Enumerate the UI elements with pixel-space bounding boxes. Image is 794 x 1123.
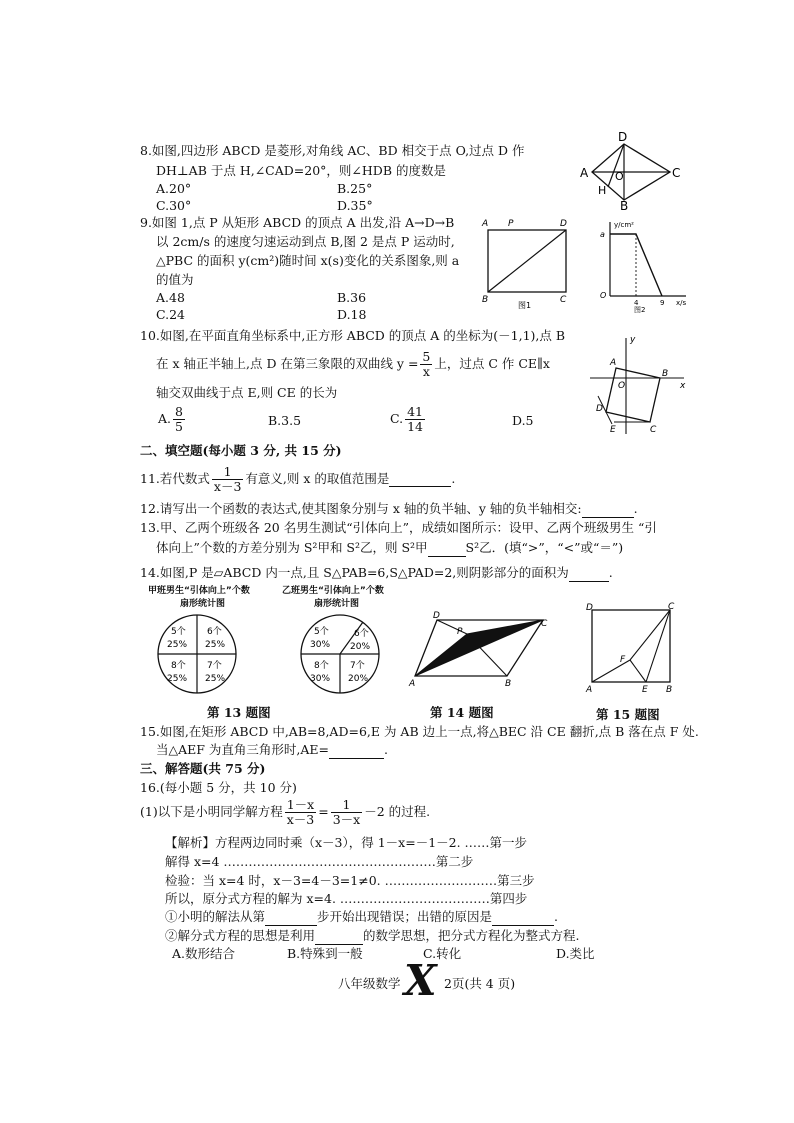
q10-label-e: E bbox=[610, 425, 616, 435]
q16-q1-text-a: ①小明的解法从第 bbox=[165, 909, 266, 924]
q16-option-b: B.特殊到一般 bbox=[287, 946, 363, 961]
q13-line1: 13.甲、乙两个班级各 20 名男生测试“引体向上”，成绩如图所示：设甲、乙两个班级男生 “引 bbox=[140, 520, 657, 535]
q8-option-a: A.20° bbox=[156, 181, 192, 196]
q8-label-d: D bbox=[618, 130, 628, 144]
q10-frac-den: x bbox=[422, 363, 430, 379]
q8-label-b: B bbox=[620, 199, 629, 210]
pie1-slice1-pct: 25% bbox=[167, 640, 188, 650]
q8-label-o: O bbox=[615, 170, 624, 183]
q8-rhombus-figure bbox=[572, 130, 682, 210]
q16-equals: = bbox=[318, 803, 329, 819]
pie2-title1: 乙班男生“引体向上”个数 bbox=[282, 586, 384, 596]
pie2-slice3-count: 8个 bbox=[314, 661, 329, 671]
q9-fig2-xaxis: x/s bbox=[676, 299, 687, 307]
pie1-slice4-pct: 25% bbox=[205, 674, 226, 684]
q10-option-c-num: 41 bbox=[407, 404, 423, 419]
q16-frac1-num: 1－x bbox=[286, 797, 315, 812]
pie2-slice1-count: 5个 bbox=[314, 627, 329, 637]
q16-q1-blank2[interactable] bbox=[492, 909, 554, 926]
q16-frac2-num: 1 bbox=[331, 798, 363, 813]
q9-figure2-graph bbox=[594, 218, 694, 313]
q9-fig2-label-o: O bbox=[600, 291, 607, 300]
q9-fig1-label-b: B bbox=[482, 295, 489, 305]
q10-option-c-den: 14 bbox=[407, 418, 423, 434]
q10-frac-num: 5 bbox=[422, 349, 431, 364]
pie1-slice2-pct: 25% bbox=[205, 640, 226, 650]
q9-figure1-rectangle bbox=[480, 216, 580, 311]
q16-q1-blank1[interactable] bbox=[265, 909, 317, 926]
q14-parallelogram-figure bbox=[405, 610, 555, 690]
pie2-slice4-pct: 20% bbox=[348, 674, 369, 684]
q10-line2 bbox=[156, 350, 550, 379]
q14-label-p: P bbox=[457, 627, 463, 637]
q8-option-b: B.25° bbox=[337, 181, 373, 196]
q12-text: 12.请写出一个函数的表达式,使其图象分别与 x 轴的负半轴、y 轴的负半轴相交: bbox=[140, 501, 582, 516]
q10-label-o: O bbox=[618, 381, 626, 391]
q9-option-d: D.18 bbox=[337, 307, 367, 322]
q15-label-a: A bbox=[586, 685, 593, 694]
q14-label-b: B bbox=[505, 679, 512, 689]
pie2-chart bbox=[298, 612, 382, 696]
q16-option-c: C.转化 bbox=[423, 946, 462, 961]
q10-label-c: C bbox=[650, 425, 657, 435]
q8-label-c: C bbox=[672, 166, 681, 180]
q10-option-a-num: 8 bbox=[175, 404, 183, 419]
pie2-slice3-pct: 30% bbox=[310, 674, 331, 684]
q16-option-a: A.数形结合 bbox=[172, 946, 236, 961]
pie2-slice2-pct: 20% bbox=[350, 642, 371, 652]
q9-option-b: B.36 bbox=[337, 290, 367, 305]
q9-line1: 9.如图 1,点 P 从矩形 ABCD 的顶点 A 出发,沿 A→D→B bbox=[140, 215, 455, 230]
q10-option-d: D.5 bbox=[512, 413, 534, 428]
q11-line: 11.若代数式 $\frac{1}{x-3}$ 有意义,则 x 的取值范围是 . bbox=[140, 464, 456, 494]
q8-line1: 8.如图,四边形 ABCD 是菱形,对角线 AC、BD 相交于点 O,过点 D 作 bbox=[140, 143, 525, 158]
q16-step1: 【解析】方程两边同时乘（x－3），得 1－x=－1－2. ……第一步 bbox=[165, 835, 528, 850]
q9-fig2-yaxis: y/cm² bbox=[614, 221, 634, 229]
q10-label-y: y bbox=[630, 335, 636, 345]
q15-label-b: B bbox=[666, 685, 673, 694]
q10-line2-text-b: 上，过点 C 作 CE∥x bbox=[434, 355, 550, 371]
q13-line2-text: 体向上”个数的方差分别为 S²甲和 S²乙，则 S²甲 bbox=[156, 540, 428, 555]
q14-label-c: C bbox=[541, 619, 548, 629]
q15-line2-text: 当△AEF 为直角三角形时,AE= bbox=[156, 742, 330, 757]
pie1-slice3-pct: 25% bbox=[167, 674, 188, 684]
q9-fig2-label-a: a bbox=[600, 230, 605, 239]
q9-line2: 以 2cm/s 的速度匀速运动到点 B,图 2 是点 P 运动时, bbox=[156, 234, 455, 249]
pie1-slice4-count: 7个 bbox=[207, 661, 222, 671]
q8-option-c: C.30° bbox=[156, 198, 192, 213]
q15-label-d: D bbox=[586, 603, 593, 613]
q9-fig1-label-a: A bbox=[482, 219, 489, 229]
q14-text: 14.如图,P 是▱ABCD 内一点,且 S△PAB=6,S△PAD=2,则阴影部分的面积为 bbox=[140, 565, 569, 580]
q16-question2 bbox=[165, 928, 580, 945]
q13-line2 bbox=[156, 540, 623, 557]
q15-label-e: E bbox=[642, 685, 648, 694]
caption-q14: 第 14 题图 bbox=[430, 705, 494, 720]
footer-logo-mark: X bbox=[404, 956, 437, 1005]
q16-part1 bbox=[140, 798, 430, 827]
caption-q13: 第 13 题图 bbox=[207, 705, 271, 720]
q12-line: 12.请写出一个函数的表达式,使其图象分别与 x 轴的负半轴、y 轴的负半轴相交: . bbox=[140, 501, 638, 516]
q16-q1-text-b: 步开始出现错误；出错的原因是 bbox=[317, 909, 493, 924]
pie2-slice1-pct: 30% bbox=[310, 640, 331, 650]
caption-q15: 第 15 题图 bbox=[596, 707, 660, 722]
q16-q2-text-b: 的数学思想，把分式方程化为整式方程. bbox=[363, 928, 580, 943]
pie2-slice2-count: 6个 bbox=[354, 629, 369, 639]
q11-pre: 11.若代数式 bbox=[140, 470, 210, 486]
q16-option-d: D.类比 bbox=[556, 946, 595, 961]
q16-part1-text: (1)以下是小明同学解方程 bbox=[140, 803, 283, 819]
q9-option-c: C.24 bbox=[156, 307, 185, 322]
q10-option-b: B.3.5 bbox=[268, 413, 302, 428]
q8-option-d: D.35° bbox=[337, 198, 373, 213]
q10-option-c-prefix: C. bbox=[390, 410, 404, 426]
q9-fig2-tick-9: 9 bbox=[660, 299, 665, 307]
q11-answer-blank[interactable] bbox=[389, 471, 451, 488]
q16-step2: 解得 x=4 ……………………………………………第二步 bbox=[165, 854, 474, 869]
q14-answer-blank[interactable] bbox=[569, 565, 609, 582]
q10-line1: 10.如图,在平面直角坐标系中,正方形 ABCD 的顶点 A 的坐标为(－1,1),点 B bbox=[140, 328, 566, 343]
section3-title: 三、解答题(共 75 分) bbox=[140, 761, 266, 776]
q16-head: 16.(每小题 5 分，共 10 分) bbox=[140, 780, 297, 795]
q10-fraction bbox=[420, 350, 432, 379]
q14-line: 14.如图,P 是▱ABCD 内一点,且 S△PAB=6,S△PAD=2,则阴影部分的面积为 . bbox=[140, 565, 613, 580]
q10-option-a-prefix: A. bbox=[158, 410, 172, 426]
q15-line1: 15.如图,在矩形 ABCD 中,AB=8,AD=6,E 为 AB 边上一点,将△BEC 沿 CE 翻折,点 B 落在点 F 处. bbox=[140, 724, 699, 739]
q8-label-h: H bbox=[598, 184, 607, 197]
q15-label-c: C bbox=[668, 602, 675, 612]
q9-line4: 的值为 bbox=[156, 272, 194, 287]
q10-coordinate-figure bbox=[588, 332, 688, 436]
q15-line2: 当△AEF 为直角三角形时,AE= . bbox=[156, 742, 388, 757]
q9-fig1-label-c: C bbox=[560, 295, 567, 305]
q10-label-b: B bbox=[662, 369, 669, 379]
q16-question1: ①小明的解法从第 步开始出现错误；出错的原因是 . bbox=[165, 909, 559, 924]
pie1-slice3-count: 8个 bbox=[171, 661, 186, 671]
q15-label-f: F bbox=[620, 655, 626, 665]
q16-step3: 检验：当 x=4 时，x－3=4－3=1≠0. ………………………第三步 bbox=[165, 873, 535, 888]
q10-option-a bbox=[158, 405, 187, 434]
q9-fig2-tick-4: 4 bbox=[634, 299, 639, 307]
q9-fig1-caption: 图1 bbox=[518, 301, 532, 310]
q10-label-a: A bbox=[610, 358, 617, 368]
q13-answer-blank[interactable] bbox=[428, 540, 466, 557]
q11-post: 有意义,则 x 的取值范围是 bbox=[245, 470, 390, 486]
q14-label-a: A bbox=[409, 679, 416, 689]
q9-fig1-label-p: P bbox=[508, 219, 514, 229]
q16-q2-blank[interactable] bbox=[315, 928, 363, 945]
q16-frac1-den: x－3 bbox=[286, 811, 315, 827]
q15-answer-blank[interactable] bbox=[329, 742, 384, 759]
q10-label-x: x bbox=[680, 381, 686, 391]
q9-fig2-caption: 图2 bbox=[634, 306, 646, 313]
pie1-slice2-count: 6个 bbox=[207, 627, 222, 637]
q9-fig1-label-d: D bbox=[560, 219, 567, 229]
section2-title: 二、填空题(每小题 3 分, 共 15 分) bbox=[140, 443, 342, 458]
q11-frac-den: x－3 bbox=[213, 478, 242, 494]
q10-line3: 轴交双曲线于点 E,则 CE 的长为 bbox=[156, 385, 338, 400]
q9-option-a: A.48 bbox=[156, 290, 185, 305]
q10-option-a-den: 5 bbox=[175, 418, 183, 434]
q16-step4: 所以，原分式方程的解为 x=4. ………………………………第四步 bbox=[165, 891, 528, 906]
pie2-slice4-count: 7个 bbox=[350, 661, 365, 671]
pie1-chart bbox=[155, 612, 239, 696]
q8-label-a: A bbox=[580, 166, 589, 180]
q11-frac-num: 1 bbox=[212, 465, 244, 480]
q9-line3: △PBC 的面积 y(cm²)随时间 x(s)变化的关系图象,则 a bbox=[156, 253, 460, 268]
q10-line2-text-a: 在 x 轴正半轴上,点 D 在第三象限的双曲线 y = bbox=[156, 355, 419, 371]
q12-answer-blank[interactable] bbox=[582, 501, 634, 518]
q14-label-d: D bbox=[433, 611, 440, 621]
q15-rectangle-figure bbox=[584, 602, 684, 694]
q16-part1-end: －2 的过程. bbox=[364, 803, 431, 819]
q16-frac2-den: 3－x bbox=[332, 811, 361, 827]
pie2-title2: 扇形统计图 bbox=[314, 599, 360, 609]
pie1-title2: 扇形统计图 bbox=[180, 599, 226, 609]
footer-subject: 八年级数学 bbox=[338, 976, 401, 991]
footer-page-number: 2页(共 4 页) bbox=[444, 976, 516, 991]
pie1-title1: 甲班男生“引体向上”个数 bbox=[148, 586, 250, 596]
q10-label-d: D bbox=[596, 404, 603, 414]
q10-option-c bbox=[390, 405, 427, 434]
q16-q2-text-a: ②解分式方程的思想是利用 bbox=[165, 928, 316, 943]
q13-line2-end: S²乙．(填“>”，“<”或“＝”) bbox=[465, 540, 624, 555]
q8-line2: DH⊥AB 于点 H,∠CAD=20°，则∠HDB 的度数是 bbox=[156, 163, 446, 178]
pie1-slice1-count: 5个 bbox=[171, 627, 186, 637]
